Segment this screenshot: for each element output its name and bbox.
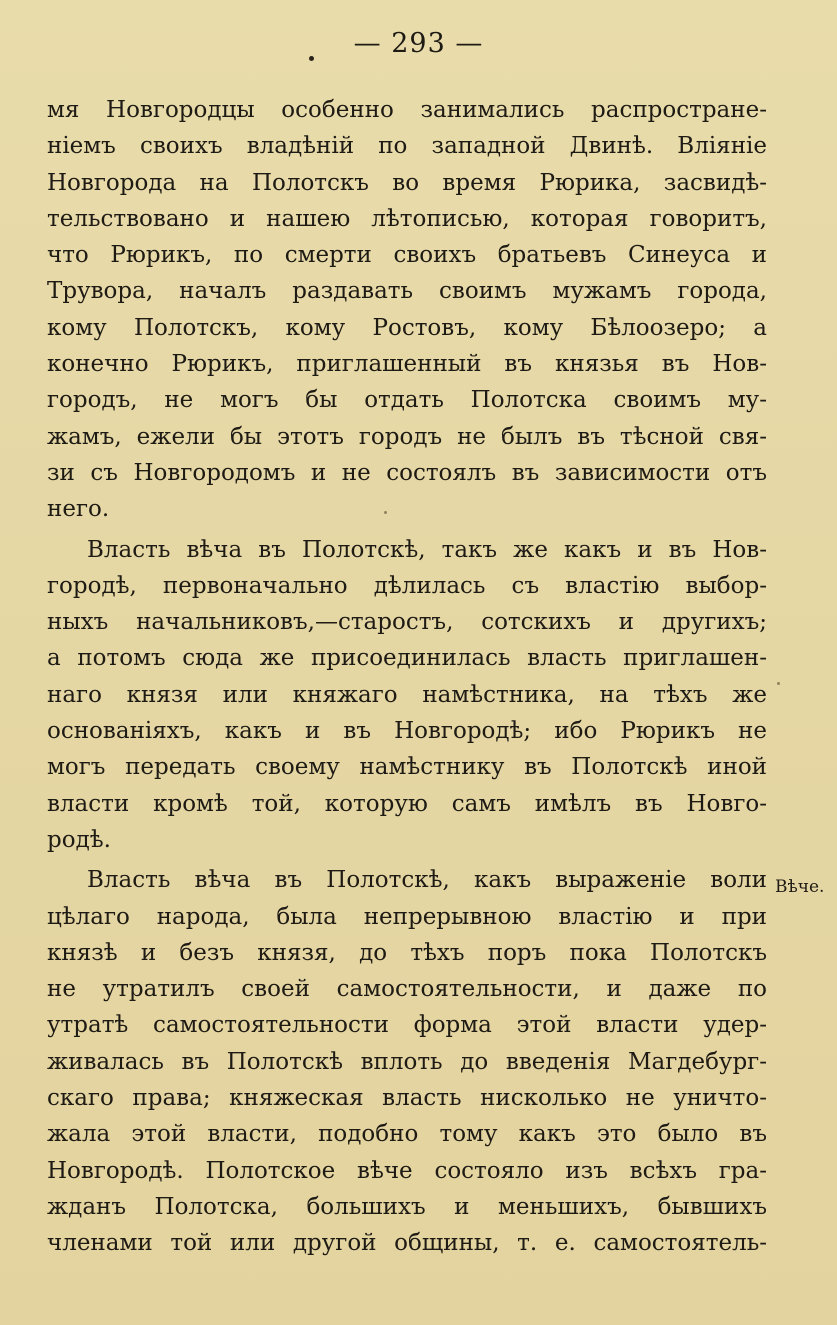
text-line: него. — [47, 496, 110, 523]
text-line: Новгородѣ. Полотское вѣче состояло изъ всѣхъ гра- — [47, 1157, 767, 1184]
text-line: зи съ Новгородомъ и не состоялъ въ зависимости отъ — [47, 459, 767, 486]
text-line: власти кромѣ той, которую самъ имѣлъ въ Новго- — [47, 790, 767, 817]
page-body — [47, 92, 767, 1262]
text-line: городъ, не могъ бы отдать Полотска своимъ му- — [47, 387, 767, 414]
text-line: могъ передать своему намѣстнику въ Полотскѣ иной — [47, 754, 767, 781]
text-line: князѣ и безъ князя, до тѣхъ поръ пока Полотскъ — [47, 939, 767, 966]
text-line: скаго права; княжеская власть нисколько не уничто- — [47, 1085, 767, 1112]
text-line: Власть вѣча въ Полотскѣ, такъ же какъ и въ Нов- — [87, 536, 767, 563]
text-line: Власть вѣча въ Полотскѣ, какъ выраженіе воли — [87, 867, 767, 894]
ink-speck — [384, 511, 387, 514]
text-line: Трувора, началъ раздавать своимъ мужамъ города, — [47, 278, 767, 305]
text-line: не утратилъ своей самостоятельности, и даже по — [47, 976, 767, 1003]
text-line: конечно Рюрикъ, приглашенный въ князья въ Нов- — [47, 351, 767, 378]
text-line: жданъ Полотска, большихъ и меньшихъ, бывшихъ — [47, 1193, 767, 1220]
page-number-header: — 293 — — [353, 28, 484, 59]
text-line: Новгорода на Полотскъ во время Рюрика, засвидѣ- — [47, 169, 767, 196]
margin-note: Вѣче. — [775, 877, 825, 897]
text-line: ніемъ своихъ владѣній по западной Двинѣ. Вліяніе — [47, 133, 767, 160]
text-line: утратѣ самостоятельности форма этой власти удер- — [47, 1012, 767, 1039]
text-line: жала этой власти, подобно тому какъ это было въ — [47, 1121, 767, 1148]
text-line: основаніяхъ, какъ и въ Новгородѣ; ибо Рюрикъ не — [47, 718, 767, 745]
text-line: наго князя или княжаго намѣстника, на тѣхъ же — [47, 681, 767, 708]
text-line: что Рюрикъ, по смерти своихъ братьевъ Синеуса и — [47, 242, 767, 269]
ink-speck — [309, 56, 314, 61]
text-line: кому Полотскъ, кому Ростовъ, кому Бѣлоозеро; а — [47, 314, 767, 341]
text-line: цѣлаго народа, была непрерывною властію и при — [47, 903, 767, 930]
text-line: членами той или другой общины, т. е. самостоятель- — [47, 1230, 767, 1257]
text-line: городѣ, первоначально дѣлилась съ властію выбор- — [47, 572, 767, 599]
text-line: родѣ. — [47, 826, 111, 853]
text-line: мя Новгородцы особенно занимались распростране- — [47, 97, 767, 123]
ink-speck — [777, 682, 780, 685]
text-line: а потомъ сюда же присоединилась власть приглашен- — [47, 645, 767, 672]
text-line: тельствовано и нашею лѣтописью, которая говоритъ, — [47, 205, 767, 232]
text-line: жамъ, ежели бы этотъ городъ не былъ въ тѣсной свя- — [47, 423, 767, 450]
text-line: живалась въ Полотскѣ вплоть до введенія Магдебург- — [47, 1048, 767, 1075]
text-line: ныхъ начальниковъ,—старостъ, сотскихъ и другихъ; — [47, 609, 767, 636]
